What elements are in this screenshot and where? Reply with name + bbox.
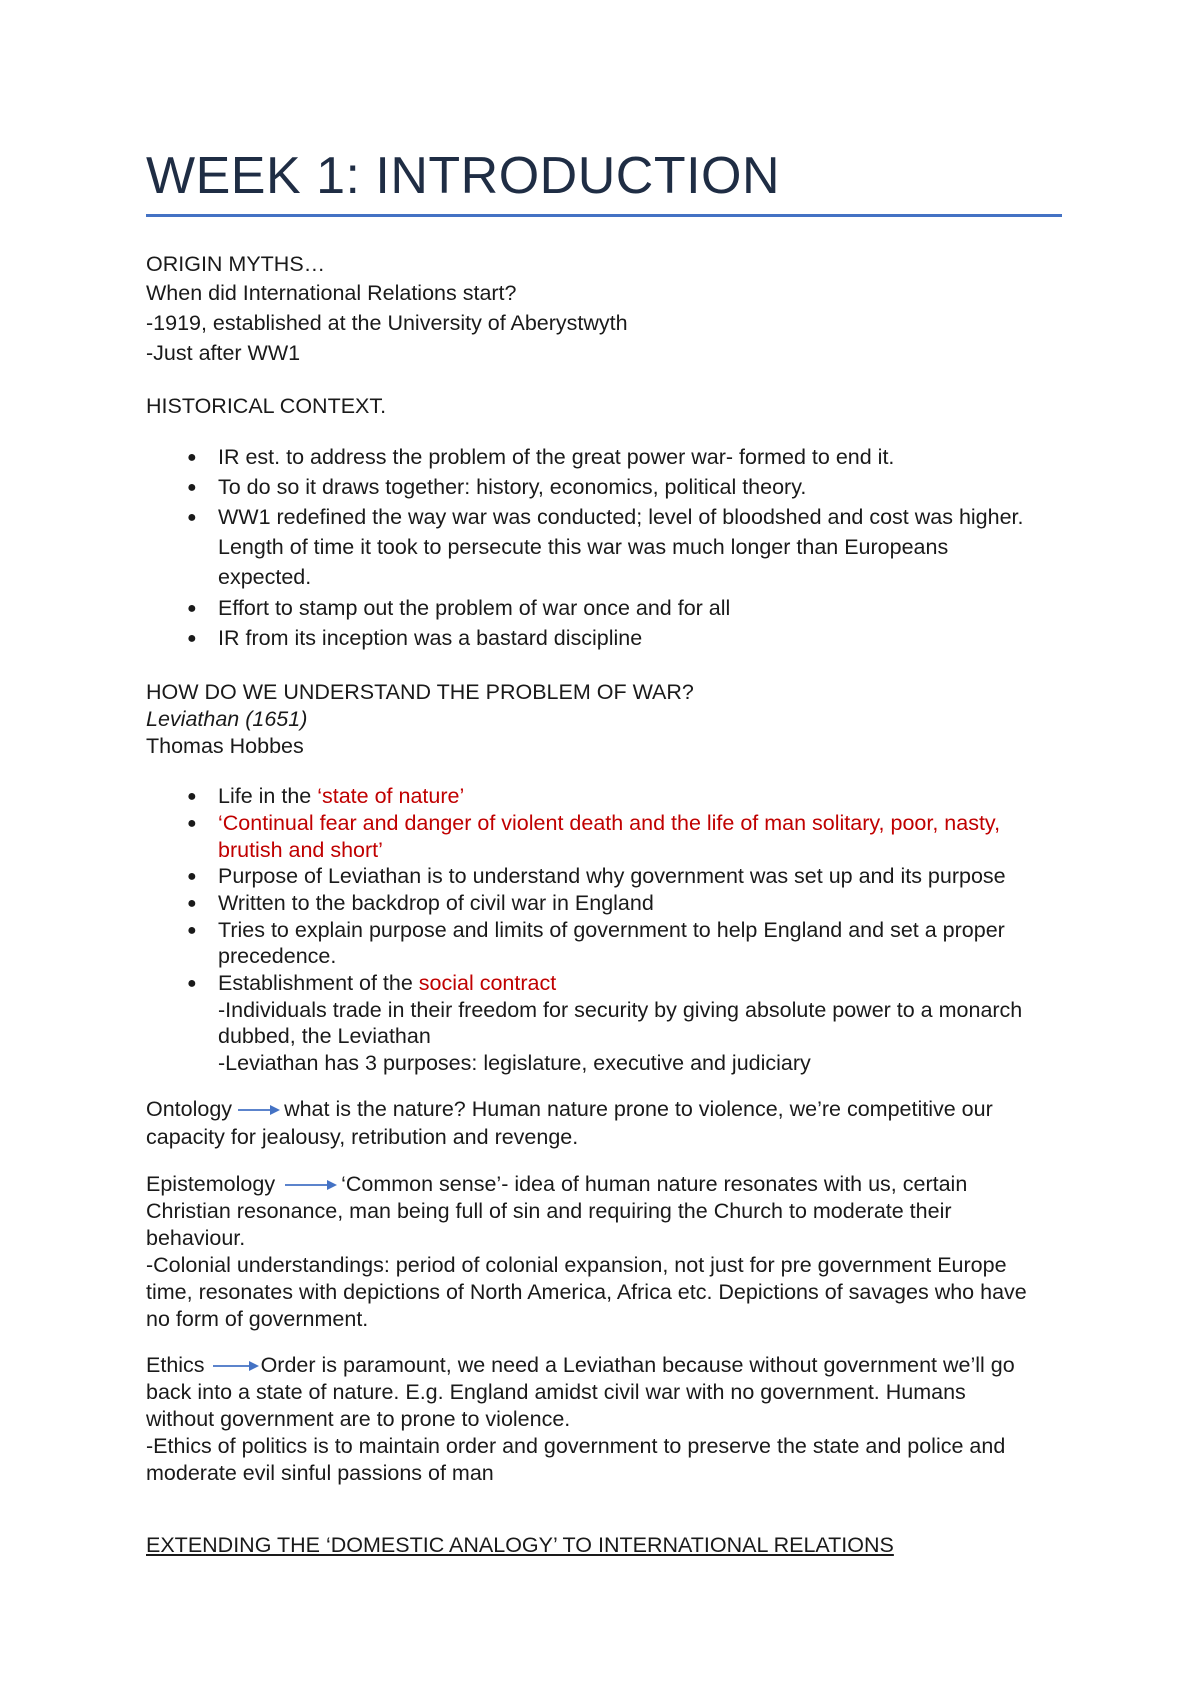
war-bullet-6-text: Establishment of the bbox=[218, 971, 419, 995]
epistemology-text-1: ‘Common sense’- idea of human nature resonates with us, certain bbox=[341, 1172, 968, 1196]
right-arrow-icon bbox=[213, 1359, 259, 1373]
bullet-dot: ● bbox=[187, 815, 197, 832]
extending-heading: EXTENDING THE ‘DOMESTIC ANALOGY’ TO INTERNATIONAL RELATIONS bbox=[146, 1533, 894, 1557]
origin-line-2: -Just after WW1 bbox=[146, 341, 301, 365]
title-underline bbox=[146, 214, 1062, 217]
war-bullet-6 bbox=[218, 970, 556, 997]
ontology-text-1: what is the nature? Human nature prone to violence, we’re competitive our bbox=[284, 1097, 993, 1121]
war-bullet-6-line-4: -Leviathan has 3 purposes: legislature, executive and judiciary bbox=[218, 1051, 811, 1075]
state-of-nature-quote: ‘state of nature’ bbox=[317, 784, 465, 808]
war-bullet-6-line-2: -Individuals trade in their freedom for security by giving absolute power to a monarch bbox=[218, 998, 1023, 1022]
bullet-dot: ● bbox=[187, 630, 197, 647]
historical-bullet-2: To do so it draws together: history, economics, political theory. bbox=[218, 475, 807, 499]
war-bullet-5-line-1: Tries to explain purpose and limits of government to help England and set a proper bbox=[218, 918, 1005, 942]
ethics-line-5: moderate evil sinful passions of man bbox=[146, 1461, 494, 1485]
bullet-dot: ● bbox=[187, 449, 197, 466]
ethics-text-1: Order is paramount, we need a Leviathan because without government we’ll go bbox=[260, 1353, 1015, 1377]
epistemology-line-4: -Colonial understandings: period of colonial expansion, not just for pre government Europe bbox=[146, 1253, 1007, 1277]
bullet-dot: ● bbox=[187, 509, 197, 526]
origin-heading: ORIGIN MYTHS… bbox=[146, 252, 326, 276]
ontology-line-1 bbox=[146, 1096, 993, 1123]
ethics-line-1 bbox=[146, 1352, 1015, 1379]
war-bullet-1 bbox=[218, 783, 464, 810]
origin-line-1: -1919, established at the University of Aberystwyth bbox=[146, 311, 628, 335]
historical-bullet-3-line-1: WW1 redefined the way war was conducted; level of bloodshed and cost was higher. bbox=[218, 505, 1024, 529]
ethics-line-2: back into a state of nature. E.g. England amidst civil war with no government. Humans bbox=[146, 1380, 966, 1404]
ontology-line-2: capacity for jealousy, retribution and revenge. bbox=[146, 1125, 579, 1149]
historical-bullet-5: IR from its inception was a bastard discipline bbox=[218, 626, 643, 650]
historical-heading: HISTORICAL CONTEXT. bbox=[146, 394, 387, 418]
epistemology-label: Epistemology bbox=[146, 1172, 276, 1196]
war-bullet-2-line-2: brutish and short’ bbox=[218, 838, 383, 862]
right-arrow-icon bbox=[238, 1103, 280, 1117]
epistemology-line-5: time, resonates with depictions of North America, Africa etc. Depictions of savages who have bbox=[146, 1280, 1027, 1304]
epistemology-line-1 bbox=[146, 1171, 967, 1198]
war-heading: HOW DO WE UNDERSTAND THE PROBLEM OF WAR? bbox=[146, 680, 694, 704]
historical-bullet-3-line-2: Length of time it took to persecute this war was much longer than Europeans bbox=[218, 535, 949, 559]
bullet-dot: ● bbox=[187, 600, 197, 617]
bullet-dot: ● bbox=[187, 895, 197, 912]
right-arrow-icon bbox=[285, 1178, 337, 1192]
historical-bullet-1: IR est. to address the problem of the great power war- formed to end it. bbox=[218, 445, 895, 469]
ethics-line-3: without government are to prone to violence. bbox=[146, 1407, 571, 1431]
historical-bullet-3-line-3: expected. bbox=[218, 565, 312, 589]
epistemology-line-3: behaviour. bbox=[146, 1226, 246, 1250]
ethics-line-4: -Ethics of politics is to maintain order and government to preserve the state and police and bbox=[146, 1434, 1006, 1458]
war-bullet-2-line-1: ‘Continual fear and danger of violent death and the life of man solitary, poor, nasty, bbox=[218, 811, 1001, 835]
war-bullet-1-text: Life in the bbox=[218, 784, 318, 808]
book-title: Leviathan (1651) bbox=[146, 707, 308, 731]
historical-bullet-4: Effort to stamp out the problem of war once and for all bbox=[218, 596, 731, 620]
bullet-dot: ● bbox=[187, 868, 197, 885]
book-author: Thomas Hobbes bbox=[146, 734, 304, 758]
ethics-label: Ethics bbox=[146, 1353, 205, 1377]
bullet-dot: ● bbox=[187, 922, 197, 939]
social-contract-term: social contract bbox=[418, 971, 557, 995]
war-bullet-3: Purpose of Leviathan is to understand why government was set up and its purpose bbox=[218, 864, 1006, 888]
page-title: WEEK 1: INTRODUCTION bbox=[146, 147, 781, 205]
bullet-dot: ● bbox=[187, 788, 197, 805]
war-bullet-5-line-2: precedence. bbox=[218, 944, 337, 968]
war-bullet-4: Written to the backdrop of civil war in England bbox=[218, 891, 654, 915]
origin-question: When did International Relations start? bbox=[146, 281, 517, 305]
bullet-dot: ● bbox=[187, 479, 197, 496]
epistemology-line-6: no form of government. bbox=[146, 1307, 369, 1331]
ontology-label: Ontology bbox=[146, 1097, 233, 1121]
epistemology-line-2: Christian resonance, man being full of sin and requiring the Church to moderate their bbox=[146, 1199, 952, 1223]
bullet-dot: ● bbox=[187, 975, 197, 992]
war-bullet-6-line-3: dubbed, the Leviathan bbox=[218, 1024, 431, 1048]
